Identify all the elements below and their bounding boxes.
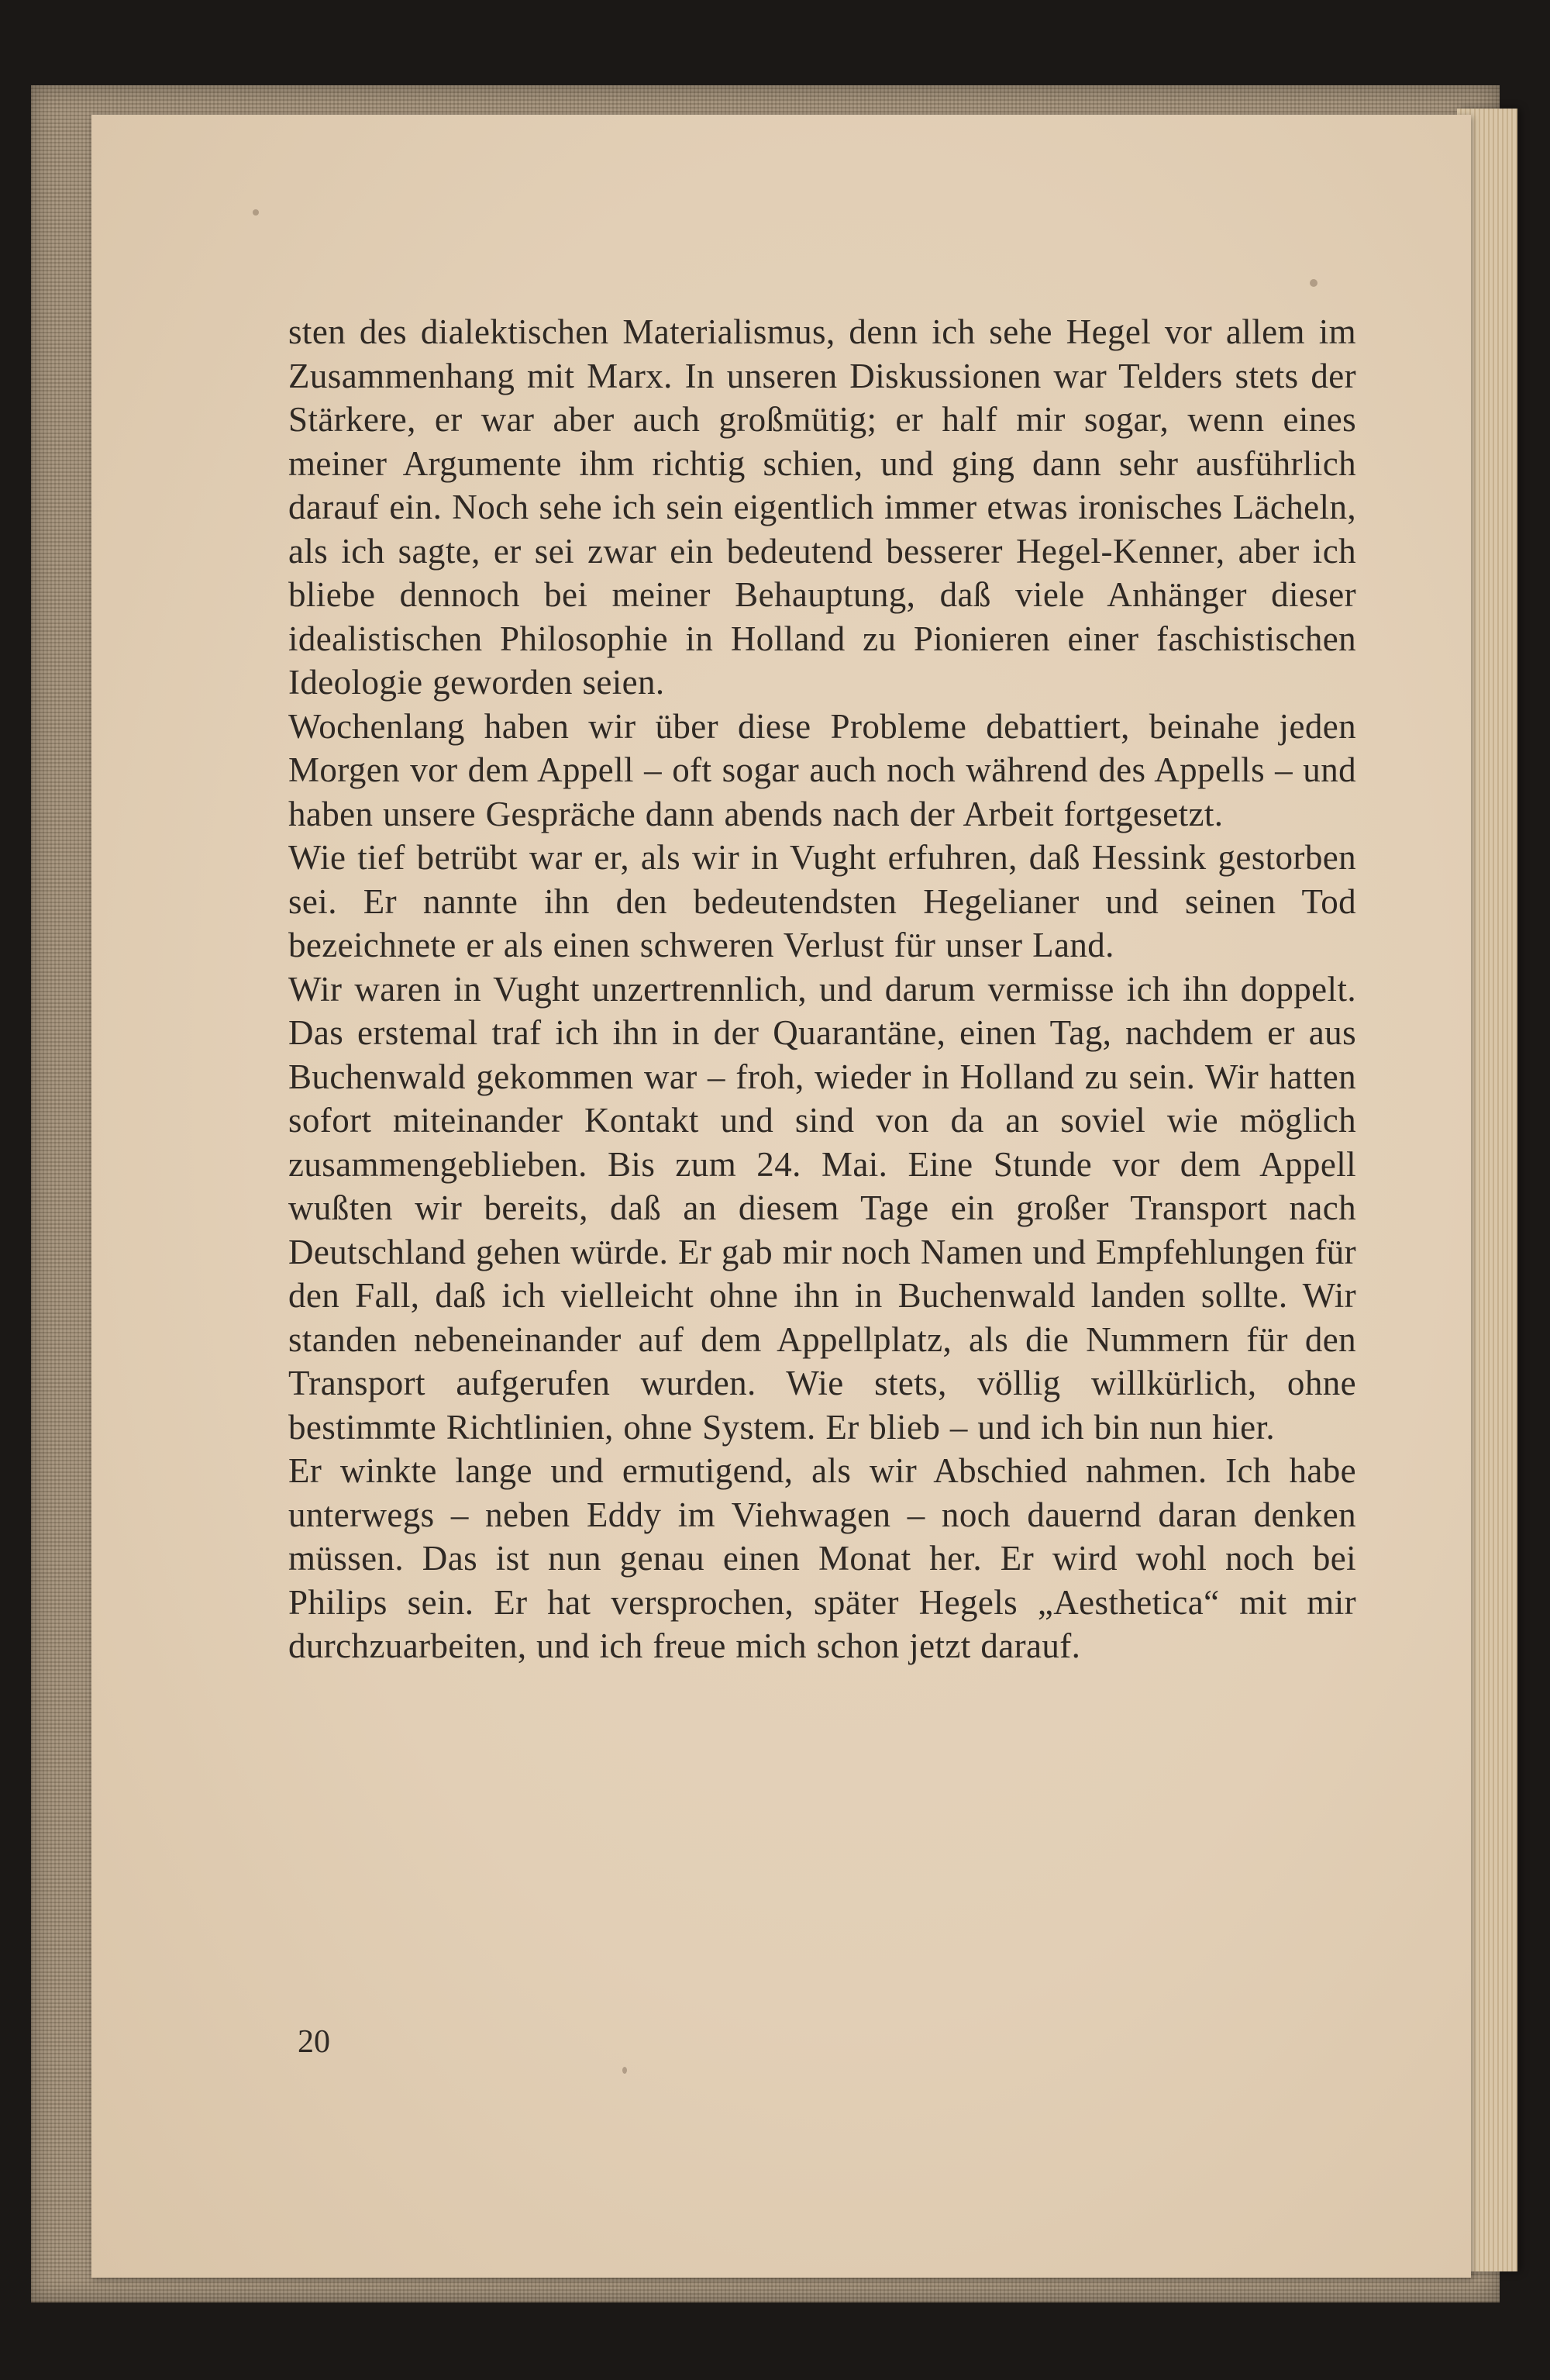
paper-speck (1310, 279, 1318, 287)
paragraph: sten des dialektischen Materialismus, denn ich sehe Hegel vor allem im Zusammenhang mit Marx. In unseren Diskussionen war Telders stets der Stärkere, er war aber auch großmütig; er half mir sogar, wenn eines meiner Argumente ihm richtig schien, und ging dann sehr ausführlich darauf ein. Noch sehe ich sein eigentlich immer etwas ironisches Lächeln, als ich sagte, er sei zwar ein bedeutend besserer Hegel-Kenner, aber ich bliebe dennoch bei meiner Behauptung, daß viele Anhänger dieser idealistischen Philosophie in Holland zu Pionieren einer faschistischen Ideologie geworden seien. (288, 312, 1356, 702)
page-number: 20 (298, 2024, 330, 2060)
paragraph: Wir waren in Vught unzertrennlich, und darum vermisse ich ihn doppelt. Das erstemal traf ich ihn in der Quarantäne, einen Tag, nachdem er aus Buchenwald gekommen war – froh, wieder in Holland zu sein. Wir hatten sofort miteinander Kontakt und sind von da an soviel wie möglich zusammengeblieben. Bis zum 24. Mai. Eine Stunde vor dem Appell wußten wir bereits, daß an diesem Tage ein großer Transport nach Deutschland gehen würde. Er gab mir noch Namen und Empfehlungen für den Fall, daß ich vielleicht ohne ihn in Buchenwald landen sollte. Wir standen nebeneinander auf dem Appellplatz, als die Nummern für den Transport aufgerufen wurden. Wie stets, völlig willkürlich, ohne bestimmte Richtlinien, ohne System. Er blieb – und ich bin nun hier. (288, 969, 1356, 1447)
paper-speck (253, 209, 259, 216)
paper-speck (622, 2067, 627, 2074)
paragraph: Wochenlang haben wir über diese Probleme debattiert, beinahe jeden Morgen vor dem Appell – oft sogar auch noch während des Appells – und haben unsere Gespräche dann abends nach der Arbeit fortgesetzt. (288, 706, 1356, 833)
paragraph: Er winkte lange und ermutigend, als wir Abschied nahmen. Ich habe unterwegs – neben Eddy im Viehwagen – noch dauernd daran denken müssen. Das ist nun genau einen Monat her. Er wird wohl noch bei Philips sein. Er hat versprochen, später Hegels „Aesthetica“ mit mir durchzuarbeiten, und ich freue mich schon jetzt darauf. (288, 1451, 1356, 1665)
body-text (288, 310, 1356, 1668)
paragraph: Wie tief betrübt war er, als wir in Vught erfuhren, daß Hessink gestorben sei. Er nannte ihn den bedeutendsten Hegelianer und seinen Tod bezeichnete er als einen schweren Verlust für unser Land. (288, 838, 1356, 964)
